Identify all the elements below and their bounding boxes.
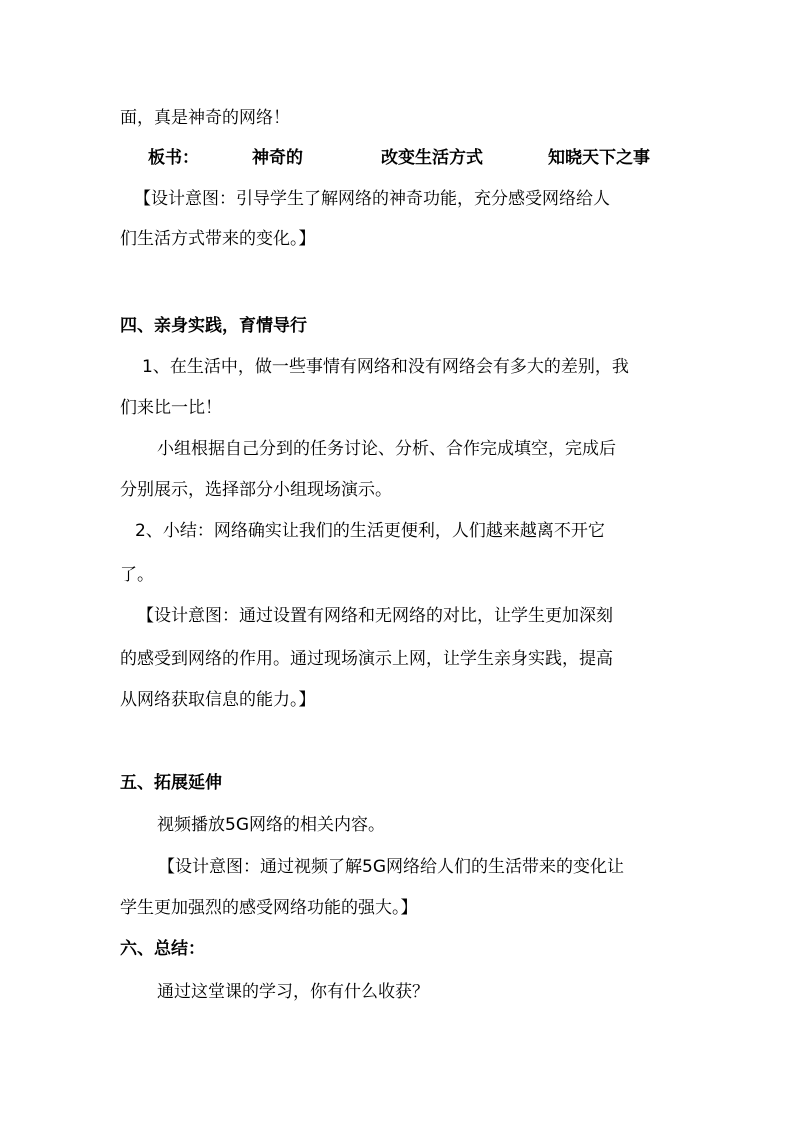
paragraph-line: 分别展示，选择部分小组现场演示。 — [120, 480, 392, 500]
paragraph-line: 1、在生活中，做一些事情有网络和没有网络会有多大的差别，我 — [142, 357, 629, 377]
paragraph-line: 们来比一比！ — [120, 398, 222, 418]
board-item: 神奇的 — [252, 148, 303, 168]
paragraph-line: 通过这堂课的学习，你有什么收获？ — [157, 982, 429, 1002]
board-item: 知晓天下之事 — [548, 148, 650, 168]
blackboard-summary — [0, 146, 794, 170]
design-intent-line: 学生更加强烈的感受网络功能的强大。】 — [120, 898, 418, 918]
design-intent-line: 从网络获取信息的能力。】 — [120, 690, 316, 710]
section-heading: 五、拓展延伸 — [120, 773, 222, 793]
design-intent-line: 们生活方式带来的变化。】 — [120, 229, 316, 249]
paragraph-line: 视频播放5G网络的相关内容。 — [157, 815, 385, 835]
paragraph-line: 面，真是神奇的网络！ — [120, 108, 290, 128]
section-heading: 四、亲身实践，育情导行 — [120, 316, 307, 336]
board-label: 板书： — [148, 148, 199, 168]
design-intent-line: 【设计意图：引导学生了解网络的神奇功能，充分感受网络给人 — [134, 189, 610, 209]
paragraph-line: 2、小结：网络确实让我们的生活更便利，人们越来越离不开它 — [135, 521, 605, 541]
paragraph-line: 了。 — [120, 565, 154, 585]
section-heading: 六、总结： — [120, 939, 205, 959]
design-intent-line: 【设计意图：通过设置有网络和无网络的对比，让学生更加深刻 — [137, 606, 613, 626]
design-intent-line: 的感受到网络的作用。通过现场演示上网，让学生亲身实践，提高 — [120, 649, 613, 669]
paragraph-line: 小组根据自己分到的任务讨论、分析、合作完成填空，完成后 — [157, 439, 616, 459]
board-item: 改变生活方式 — [381, 148, 483, 168]
design-intent-line: 【设计意图：通过视频了解5G网络给人们的生活带来的变化让 — [158, 857, 624, 877]
